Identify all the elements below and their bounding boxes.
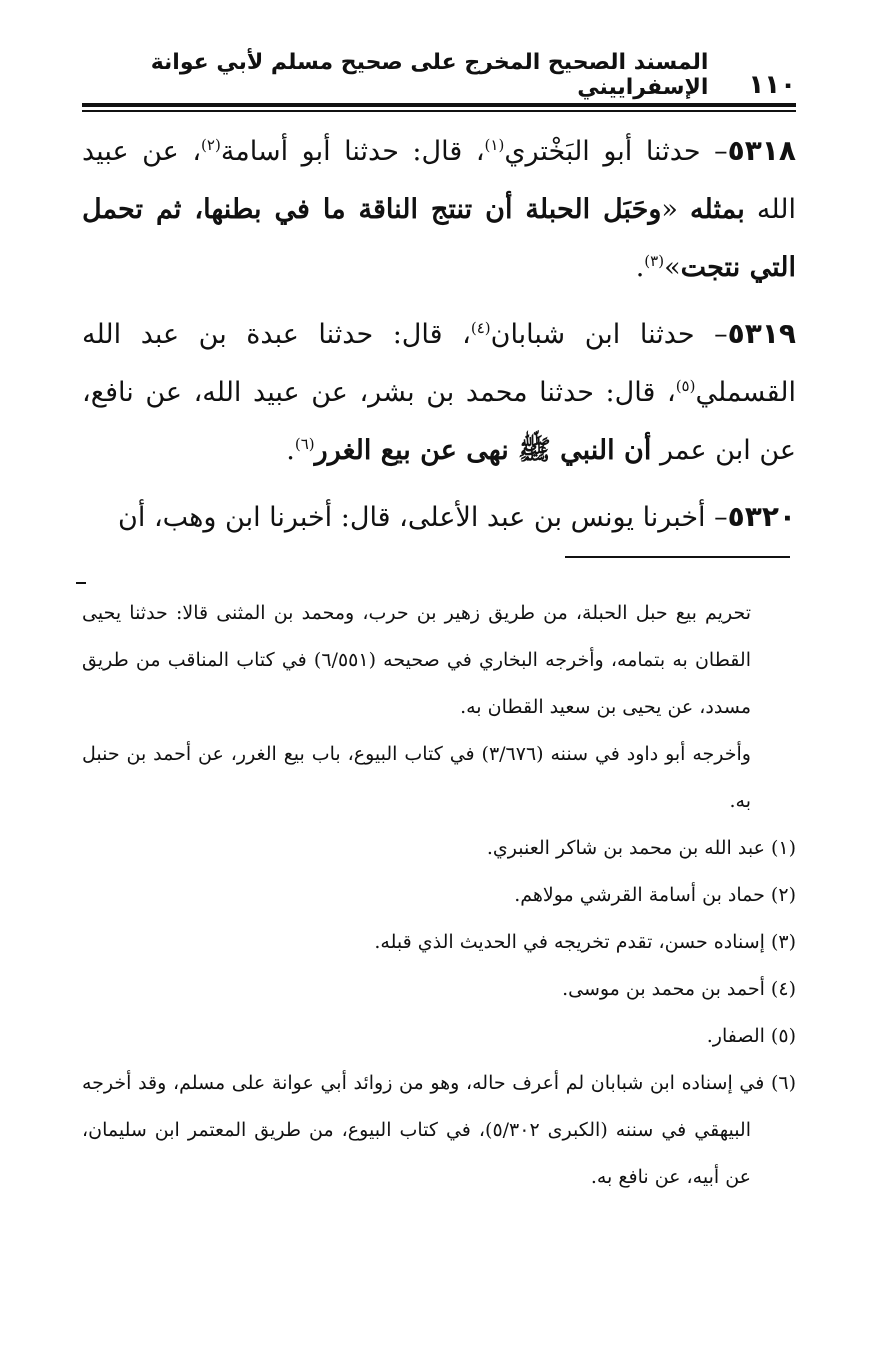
hadith-text: ، قال: حدثنا أبو أسامة [220, 136, 485, 167]
footnote-separator [565, 556, 790, 558]
hadith-number: ٥٣٢٠ [727, 500, 796, 533]
footnote-2: (٢) حماد بن أسامة القرشي مولاهم. [514, 884, 796, 906]
hadith-number: ٥٣١٩ [727, 317, 796, 350]
footnote-marker[interactable]: (٤) [470, 319, 491, 337]
hadith-text: . [286, 435, 295, 466]
hadith-5320 [82, 488, 796, 547]
footnote-5: (٥) الصفار. [706, 1025, 796, 1047]
hadith-emphasis: بمثله [690, 194, 745, 225]
hadith-number: ٥٣١٨ [727, 134, 796, 167]
footnote-4: (٤) أحمد بن محمد بن موسى. [562, 978, 796, 1000]
hadith-text: ، قال: حدثنا محمد بن بشر، عن عبيد الله، عن نافع، عن ابن عمر [82, 377, 796, 466]
footnote-6: (٦) في إسناده ابن شبابان لم أعرف حاله، وهو من زوائد أبي عوانة على مسلم، وقد أخرجه البيهقي في سننه (الكبرى ٥/٣٠٢)، في كتاب البيوع، من طريق المعتمر ابن سليمان، عن أبيه، عن نافع به. [82, 1072, 796, 1188]
hadith-emphasis: أن النبي ﷺ نهى عن بيع الغرر [314, 435, 652, 466]
header-rule-thin [82, 110, 796, 112]
hadith-text: – أخبرنا يونس بن عبد الأعلى، قال: أخبرنا ابن وهب، أن [118, 502, 728, 533]
hadith-5319 [82, 305, 796, 480]
hadith-text: – حدثنا أبو البَخْتري [504, 136, 728, 167]
footnote-marker[interactable]: (٦) [294, 435, 315, 453]
footnote-continuation: تحريم بيع حبل الحبلة، من طريق زهير بن حرب، ومحمد بن المثنى قالا: حدثنا يحيى القطان به بتمامه، وأخرجه البخاري في صحيحه (٦/٥٥١) في كتاب المناقب من طريق مسدد، عن يحيى بن سعيد القطان به. [82, 602, 751, 718]
footnotes [82, 590, 796, 1201]
continuation-dash [76, 582, 86, 584]
running-title: المسند الصحيح المخرج على صحيح مسلم لأبي عوانة الإسفراييني [150, 50, 709, 100]
footnote-1: (١) عبد الله بن محمد بن شاكر العنبري. [486, 837, 796, 859]
page-number: ١١٠ [748, 70, 796, 100]
quote-open: « [661, 194, 691, 225]
footnote-continuation: وأخرجه أبو داود في سننه (٣/٦٧٦) في كتاب البيوع، باب بيع الغرر، عن أحمد بن حنبل به. [82, 743, 751, 812]
quote-close: » [664, 252, 681, 283]
footnote-marker[interactable]: (٣) [644, 252, 665, 270]
hadith-text: ، قال: حدثنا عبدة بن عبد الله القسملي [82, 319, 796, 408]
footnote-marker[interactable]: (٢) [201, 136, 221, 154]
footnote-3: (٣) إسناده حسن، تقدم تخريجه في الحديث الذي قبله. [374, 931, 796, 953]
header-rule-thick [82, 103, 796, 107]
running-header [82, 50, 796, 100]
hadith-text: – حدثنا ابن شبابان [490, 319, 728, 350]
footnote-marker[interactable]: (٥) [675, 377, 696, 395]
main-text [82, 122, 796, 555]
hadith-text: . [635, 252, 645, 283]
hadith-text: ، عن عبيد الله [82, 136, 796, 225]
hadith-emphasis: وحَبَل الحبلة أن تنتج الناقة ما في بطنها، ثم تحمل التي نتجت [82, 194, 796, 283]
footnote-marker[interactable]: (١) [484, 136, 505, 154]
hadith-5318 [82, 122, 796, 297]
